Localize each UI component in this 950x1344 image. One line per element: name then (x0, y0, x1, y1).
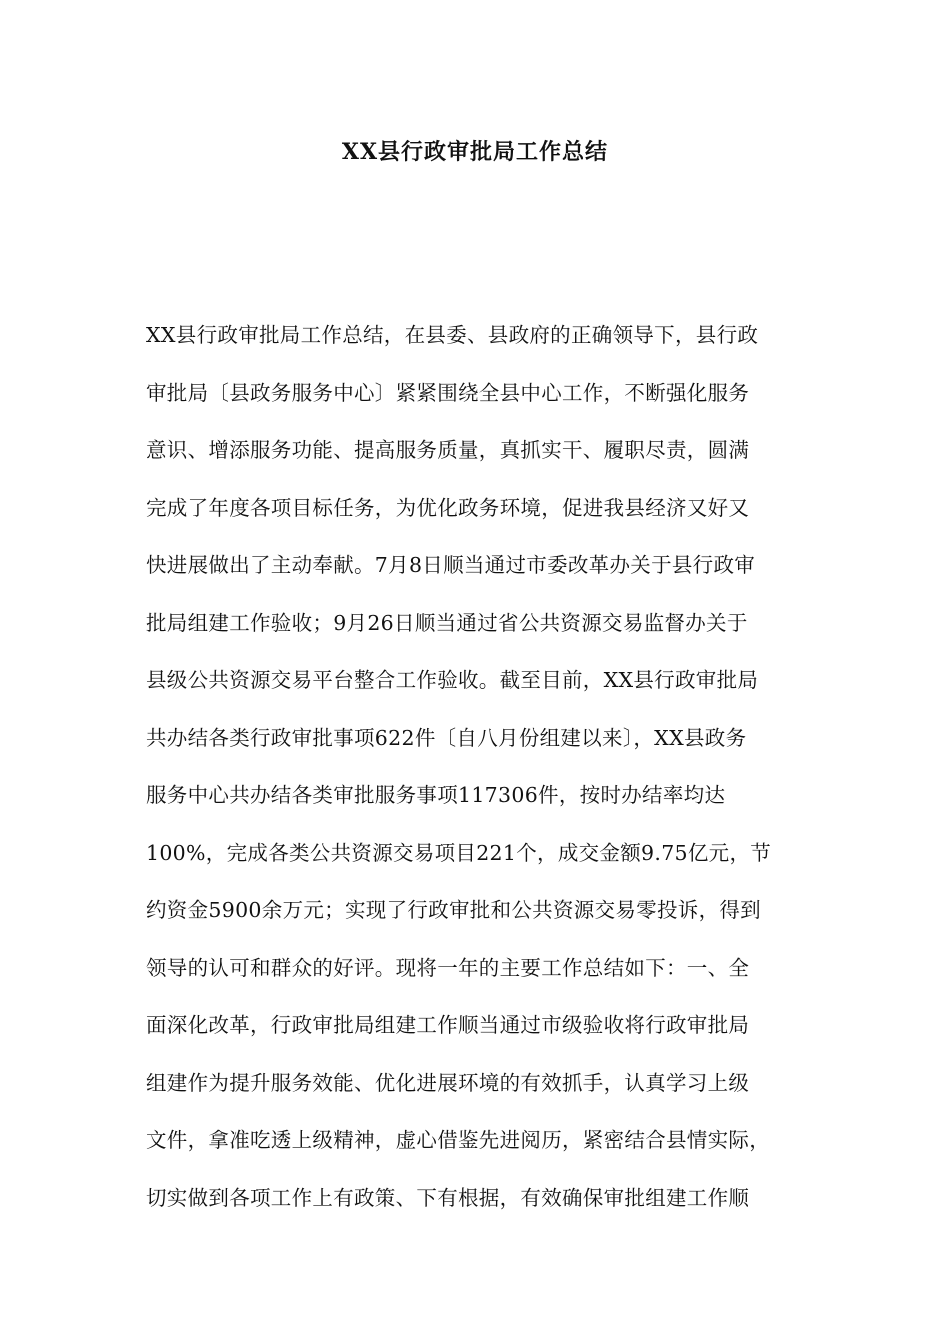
body-line: 服务中心共办结各类审批服务事项117306件，按时办结率均达 (146, 783, 726, 807)
document-title: XX县行政审批局工作总结 (341, 139, 609, 165)
body-line: 领导的认可和群众的好评。现将一年的主要工作总结如下：一、全 (146, 955, 750, 980)
body-line: XX县行政审批局工作总结，在县委、县政府的正确领导下，县行政 (146, 323, 759, 347)
body-line: 批局组建工作验收；9月26日顺当通过省公共资源交易监督办关于 (146, 610, 748, 635)
body-line: 文件，拿准吃透上级精神，虚心借鉴先进阅历，紧密结合县情实际， (146, 1128, 770, 1152)
body-line: 面深化改革，行政审批局组建工作顺当通过市级验收将行政审批局 (146, 1013, 750, 1037)
body-line: 共办结各类行政审批事项622件〔自八月份组建以来〕，XX县政务 (146, 725, 747, 750)
body-line: 完成了年度各项目标任务，为优化政务环境，促进我县经济又好又 (146, 495, 750, 520)
body-line: 审批局〔县政务服务中心〕紧紧围绕全县中心工作，不断强化服务 (146, 380, 750, 405)
body-line: 意识、增添服务功能、提高服务质量，真抓实干、履职尽责，圆满 (146, 438, 750, 462)
body-line: 100%，完成各类公共资源交易项目221个，成交金额9.75亿元，节 (146, 840, 772, 865)
document-body (146, 315, 826, 1235)
body-line: 快进展做出了主动奉献。7月8日顺当通过市委改革办关于县行政审 (146, 553, 756, 577)
body-line: 约资金5900余万元；实现了行政审批和公共资源交易零投诉，得到 (146, 898, 761, 922)
body-line: 县级公共资源交易平台整合工作验收。截至目前，XX县行政审批局 (146, 668, 759, 692)
body-line: 组建作为提升服务效能、优化进展环境的有效抓手，认真学习上级 (146, 1070, 750, 1095)
body-line: 切实做到各项工作上有政策、下有根据，有效确保审批组建工作顺 (146, 1185, 750, 1210)
